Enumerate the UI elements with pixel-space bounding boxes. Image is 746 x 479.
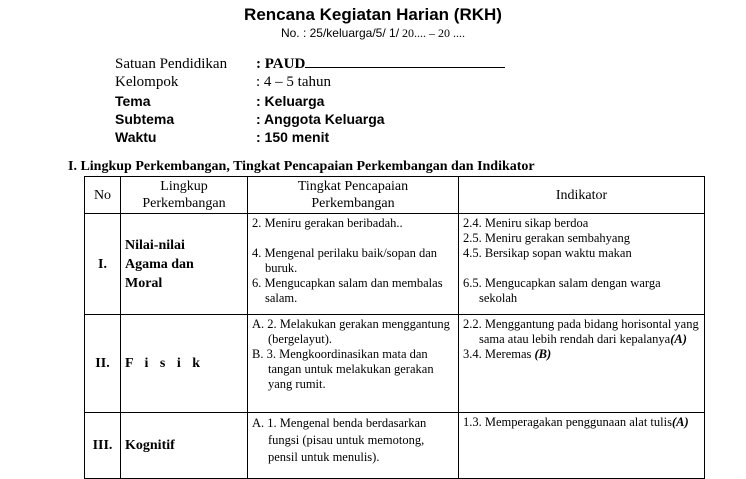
page-title: Rencana Kegiatan Harian (RKH) <box>244 5 502 24</box>
row-1-indikator-item: 6.5. Mengucapkan salam dengan warga sekolah <box>463 276 661 305</box>
row-1-area-line3: Moral <box>125 275 163 291</box>
table-row <box>85 315 705 413</box>
row-1-tingkat-item: 4. Mengenal perilaku baik/sopan dan buruk. <box>252 246 438 275</box>
kelompok-label: Kelompok <box>115 74 179 90</box>
row-1-area-line2: Agama dan <box>125 256 194 272</box>
waktu-value: : 150 menit <box>256 129 330 145</box>
row-3-indikator <box>459 413 705 479</box>
row-2-tingkat <box>248 315 459 413</box>
row-1-tingkat-spacer <box>252 231 454 246</box>
row-3-area: Kognitif <box>121 413 248 479</box>
header-lingkup <box>121 177 248 214</box>
row-2-tingkat-item: A. 2. Melakukan gerakan menggantung (bergelayut). <box>252 317 450 346</box>
row-1-indikator <box>459 214 705 315</box>
satuan-label: Satuan Pendidikan <box>115 56 228 72</box>
row-1-area-line1: Nilai-nilai <box>125 237 185 253</box>
kelompok-value: : 4 – 5 tahun <box>256 74 331 90</box>
row-1-area <box>121 214 248 315</box>
row-1-indikator-item: 2.4. Meniru sikap berdoa <box>463 216 589 230</box>
waktu-label: Waktu <box>115 129 157 145</box>
header-no: No <box>85 177 121 214</box>
row-3-no: III. <box>85 413 121 479</box>
document-number <box>0 26 746 41</box>
row-3-tingkat <box>248 413 459 479</box>
subtema-label: Subtema <box>115 111 175 127</box>
row-2-indikator-mark: (A) <box>670 332 687 346</box>
satuan-value-text: : PAUD <box>256 56 306 72</box>
tema-value: : Keluarga <box>256 93 325 109</box>
row-2-tingkat-item: B. 3. Mengkoordinasikan mata dan tangan untuk melakukan gerakan yang rumit. <box>252 347 434 391</box>
header-tingkat <box>248 177 459 214</box>
row-2-indikator-item <box>463 347 700 362</box>
row-1-no: I. <box>85 214 121 315</box>
row-2-no: II. <box>85 315 121 413</box>
row-3-indikator-item <box>463 415 700 430</box>
subtema-value: : Anggota Keluarga <box>256 111 385 127</box>
row-3-indikator-mark: (A) <box>671 415 689 429</box>
row-1-indikator-item: 4.5. Bersikap sopan waktu makan <box>463 246 632 260</box>
row-2-indikator-item <box>463 317 700 347</box>
row-1-indikator-item: 2.5. Meniru gerakan sembahyang <box>463 231 630 245</box>
row-2-indikator-text: 3.4. Meremas <box>463 347 535 361</box>
header-tingkat-line2: Perkembangan <box>311 196 395 211</box>
satuan-value <box>256 56 505 73</box>
table-header-row <box>85 177 705 214</box>
row-3-tingkat-item: A. 1. Mengenal benda berdasarkan fungsi (pisau untuk memotong, pensil untuk menulis). <box>252 416 427 464</box>
document-number-years: 20.... – 20 .... <box>399 26 466 40</box>
row-2-area: F i s i k <box>121 315 248 413</box>
table-row <box>85 413 705 479</box>
row-1-indikator-spacer <box>463 261 700 276</box>
header-lingkup-line1: Lingkup <box>160 179 208 194</box>
row-3-indikator-text: 1.3. Memperagakan penggunaan alat tulis <box>463 415 672 429</box>
row-1-tingkat-item: 6. Mengucapkan salam dan membalas salam. <box>252 276 443 305</box>
document-number-prefix: No. : 25/keluarga/5/ 1/ <box>280 26 400 40</box>
satuan-blank-line <box>305 56 505 68</box>
row-2-indikator <box>459 315 705 413</box>
development-table <box>84 176 705 479</box>
header-indikator: Indikator <box>459 177 705 214</box>
section-title: I. Lingkup Perkembangan, Tingkat Pencapaian Perkembangan dan Indikator <box>68 159 535 174</box>
header-lingkup-line2: Perkembangan <box>142 196 226 211</box>
row-2-indikator-mark: (B) <box>534 347 552 361</box>
row-2-indikator-text: 2.2. Menggantung pada bidang horisontal yang sama atau lebih rendah dari kepalanya <box>463 317 699 346</box>
header-tingkat-line1: Tingkat Pencapaian <box>297 179 409 194</box>
tema-label: Tema <box>115 93 151 109</box>
row-1-tingkat <box>248 214 459 315</box>
table-row <box>85 214 705 315</box>
row-1-tingkat-item: 2. Meniru gerakan beribadah.. <box>252 216 403 230</box>
